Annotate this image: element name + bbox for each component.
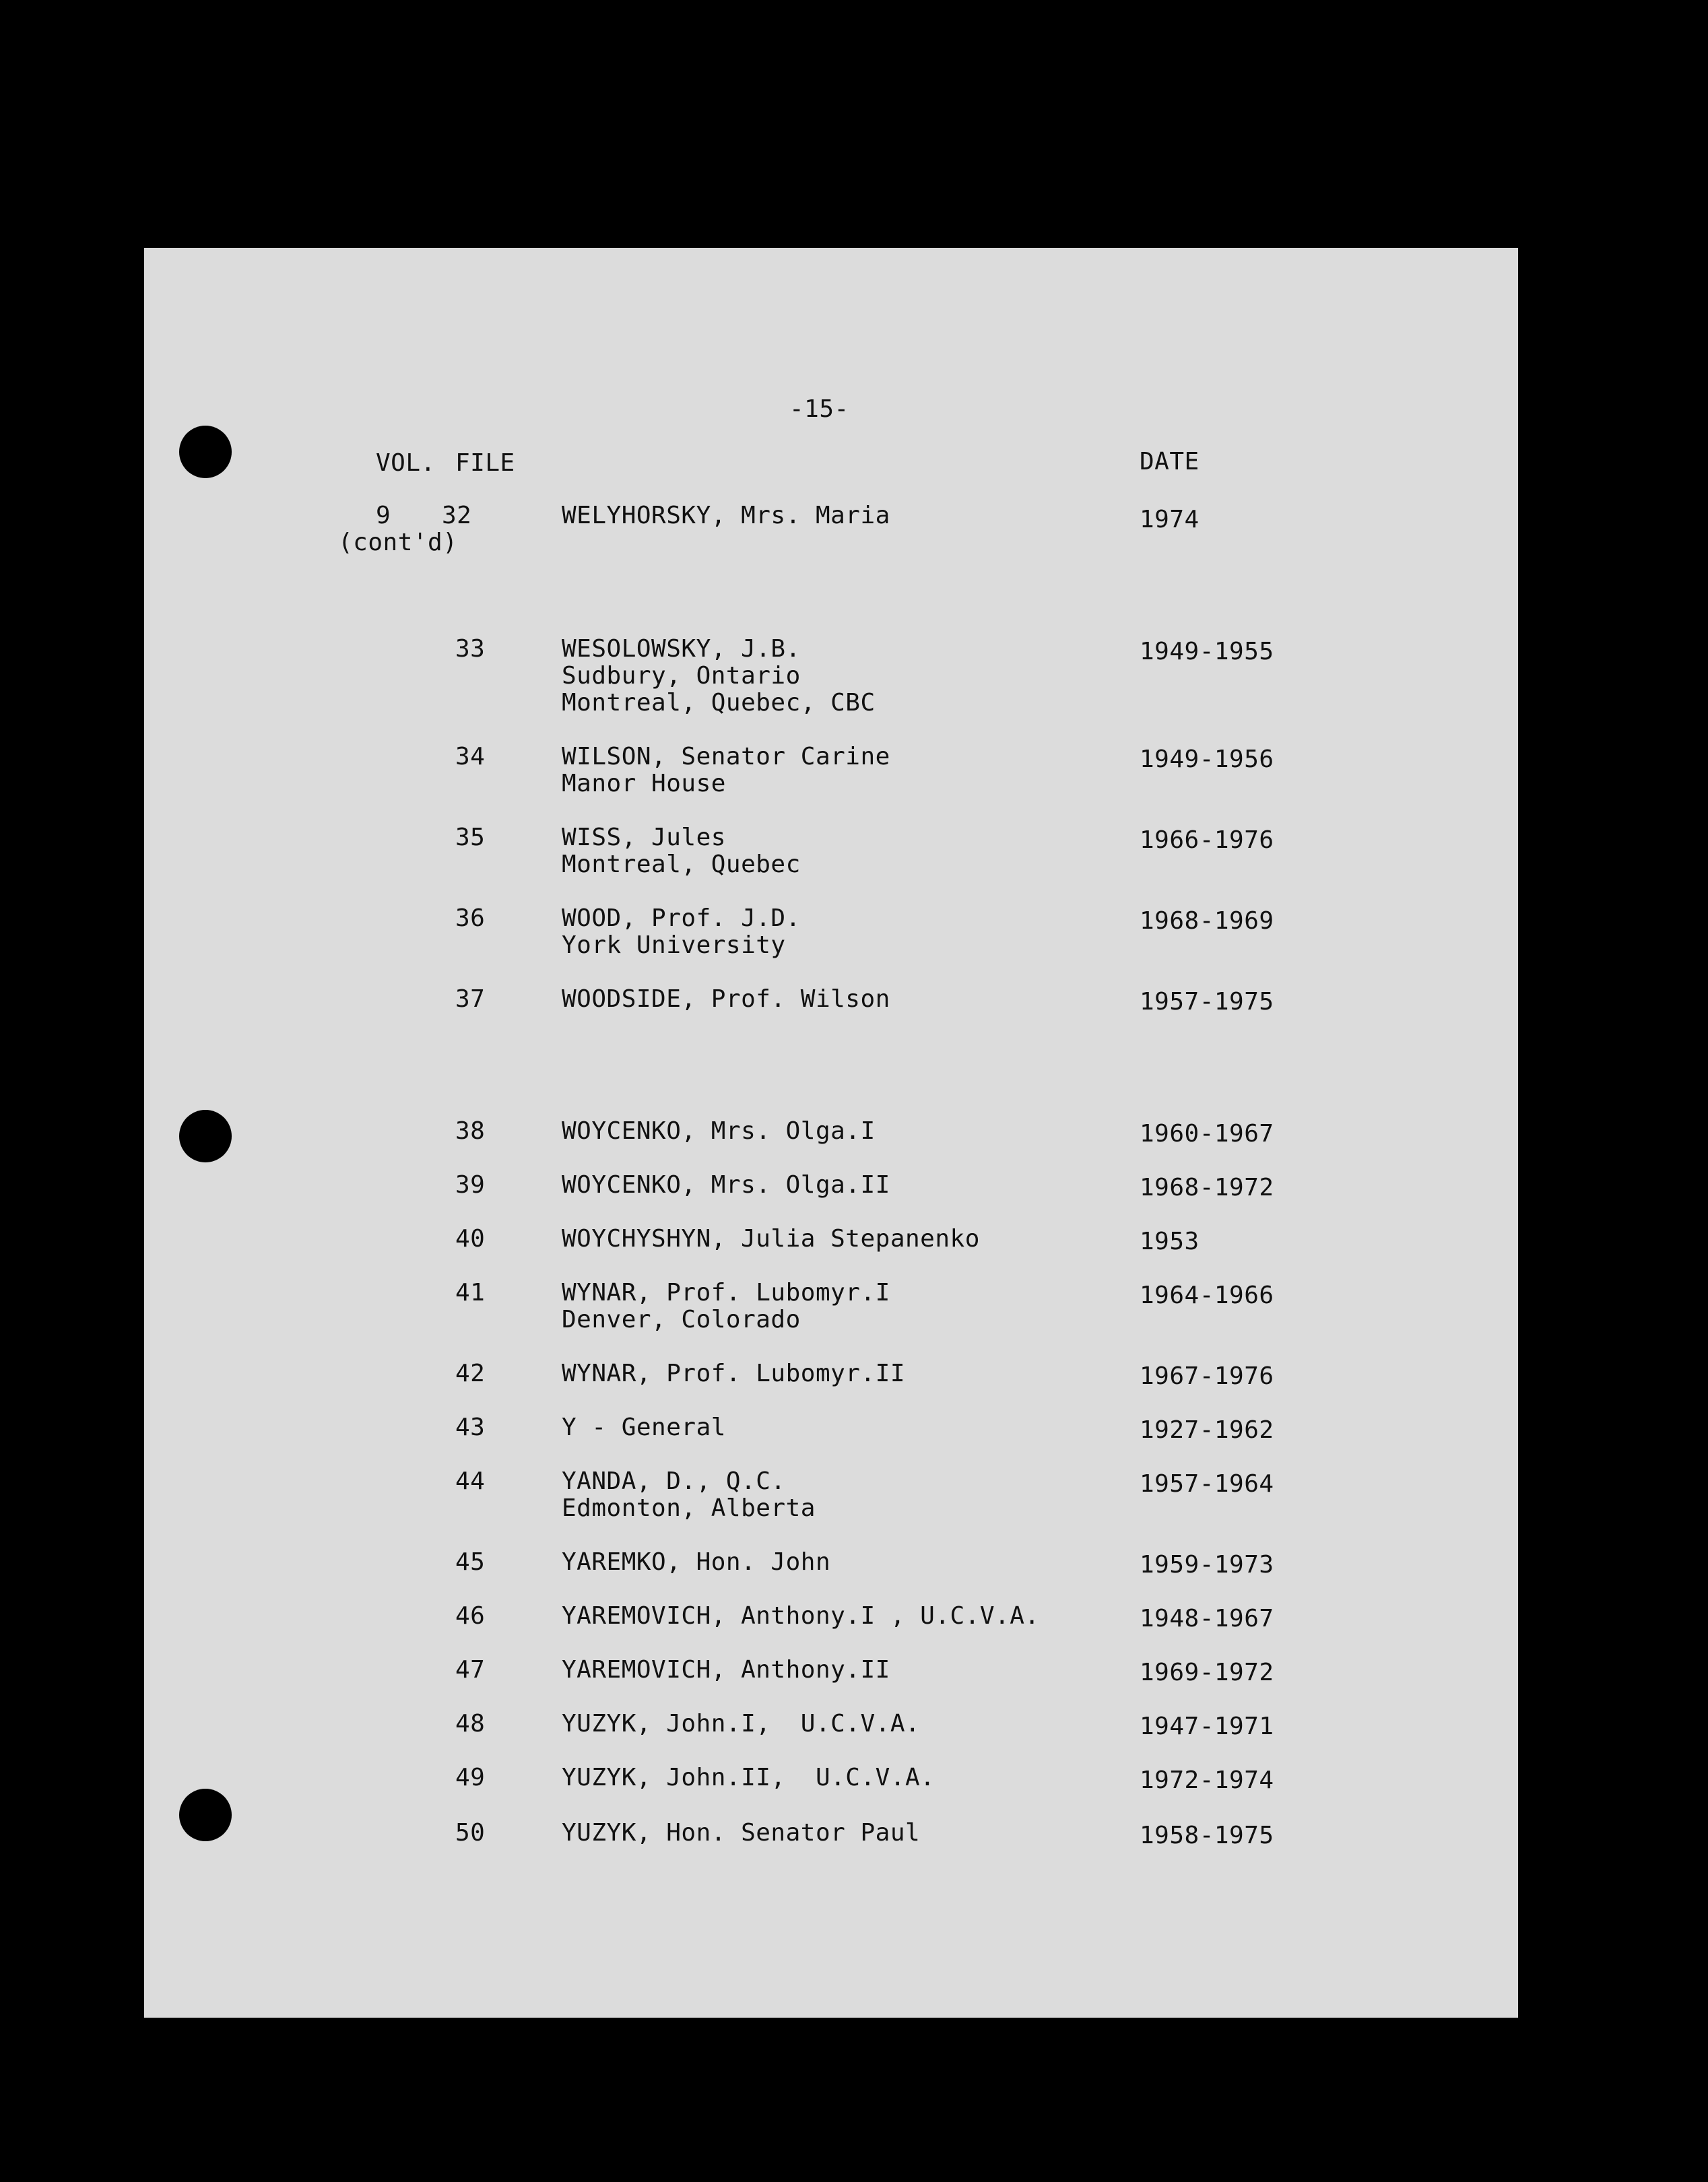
entry-file: 34 (455, 743, 486, 770)
entry-name: YUZYK, Hon. Senator Paul (562, 1819, 921, 1847)
entry-name: YAREMOVICH, Anthony.I , U.C.V.A. (562, 1602, 1040, 1630)
entry-date: 1949-1956 (1140, 746, 1274, 773)
entry-file: 36 (455, 904, 486, 932)
entry-location: York University (562, 931, 786, 959)
entry-file: 45 (455, 1548, 486, 1576)
entry-file: 37 (455, 985, 486, 1013)
entry-file: 48 (455, 1710, 486, 1738)
page-number: -15- (789, 395, 849, 423)
entry-date: 1960-1967 (1140, 1120, 1274, 1148)
entry-name: WILSON, Senator Carine (562, 743, 890, 770)
entry-name: WOYCHYSHYN, Julia Stepanenko (562, 1225, 980, 1253)
entry-date: 1968-1969 (1140, 907, 1274, 935)
entry-file: 44 (455, 1467, 486, 1495)
entry-name: YUZYK, John.I, U.C.V.A. (562, 1710, 921, 1738)
entry-name: WYNAR, Prof. Lubomyr.II (562, 1360, 905, 1387)
entry-file: 39 (455, 1171, 486, 1199)
entry-name: WESOLOWSKY, J.B. (562, 635, 801, 663)
entry-date: 1964-1966 (1140, 1282, 1274, 1309)
entry-location: Montreal, Quebec, CBC (562, 689, 876, 717)
entry-name: WOOD, Prof. J.D. (562, 904, 801, 932)
entry-file: 49 (455, 1764, 486, 1791)
entry-date: 1974 (1140, 506, 1200, 533)
entry-name: YUZYK, John.II, U.C.V.A. (562, 1764, 935, 1791)
entry-name: YANDA, D., Q.C. (562, 1467, 786, 1495)
entry-date: 1959-1973 (1140, 1551, 1274, 1579)
entry-date: 1927-1962 (1140, 1416, 1274, 1444)
entry-name: WELYHORSKY, Mrs. Maria (562, 502, 890, 529)
document-page (144, 248, 1518, 2018)
entry-file: 42 (455, 1360, 486, 1387)
entry-file: 38 (455, 1117, 486, 1145)
entry-file: 46 (455, 1602, 486, 1630)
entry-name: YAREMKO, Hon. John (562, 1548, 831, 1576)
entry-name: WOODSIDE, Prof. Wilson (562, 985, 890, 1013)
entry-location: Manor House (562, 770, 726, 797)
entry-date: 1969-1972 (1140, 1659, 1274, 1686)
entry-date: 1958-1975 (1140, 1822, 1274, 1849)
entry-date: 1972-1974 (1140, 1766, 1274, 1794)
entry-location: Edmonton, Alberta (562, 1494, 816, 1522)
entry-date: 1967-1976 (1140, 1362, 1274, 1390)
entry-date: 1953 (1140, 1228, 1200, 1255)
entry-location: Denver, Colorado (562, 1306, 801, 1333)
entry-name: WOYCENKO, Mrs. Olga.I (562, 1117, 876, 1145)
header-date: DATE (1140, 448, 1200, 475)
entry-file: 32 (442, 502, 472, 529)
entry-date: 1968-1972 (1140, 1174, 1274, 1201)
entry-name: WISS, Jules (562, 824, 726, 851)
entry-date: 1957-1975 (1140, 988, 1274, 1016)
entry-date: 1949-1955 (1140, 638, 1274, 665)
entry-file: 43 (455, 1414, 486, 1441)
entry-name: WYNAR, Prof. Lubomyr.I (562, 1279, 890, 1307)
entry-name: YAREMOVICH, Anthony.II (562, 1656, 890, 1684)
entry-location: Sudbury, Ontario (562, 662, 801, 690)
punch-hole-top (179, 426, 232, 478)
entry-vol: 9 (376, 502, 391, 529)
entry-date: 1948-1967 (1140, 1605, 1274, 1632)
punch-hole-middle (179, 1110, 232, 1162)
header-vol: VOL. (376, 449, 436, 477)
entry-file: 50 (455, 1819, 486, 1847)
entry-name: Y - General (562, 1414, 726, 1441)
entry-file: 40 (455, 1225, 486, 1253)
entry-file: 33 (455, 635, 486, 663)
header-file: FILE (455, 449, 515, 477)
entry-file: 47 (455, 1656, 486, 1684)
entry-name: WOYCENKO, Mrs. Olga.II (562, 1171, 890, 1199)
entry-file: 41 (455, 1279, 486, 1307)
entry-date: 1957-1964 (1140, 1470, 1274, 1498)
entry-location: Montreal, Quebec (562, 851, 801, 878)
entry-contd: (cont'd) (338, 529, 458, 556)
entry-date: 1966-1976 (1140, 826, 1274, 854)
entry-file: 35 (455, 824, 486, 851)
punch-hole-bottom (179, 1789, 232, 1841)
entry-date: 1947-1971 (1140, 1713, 1274, 1740)
